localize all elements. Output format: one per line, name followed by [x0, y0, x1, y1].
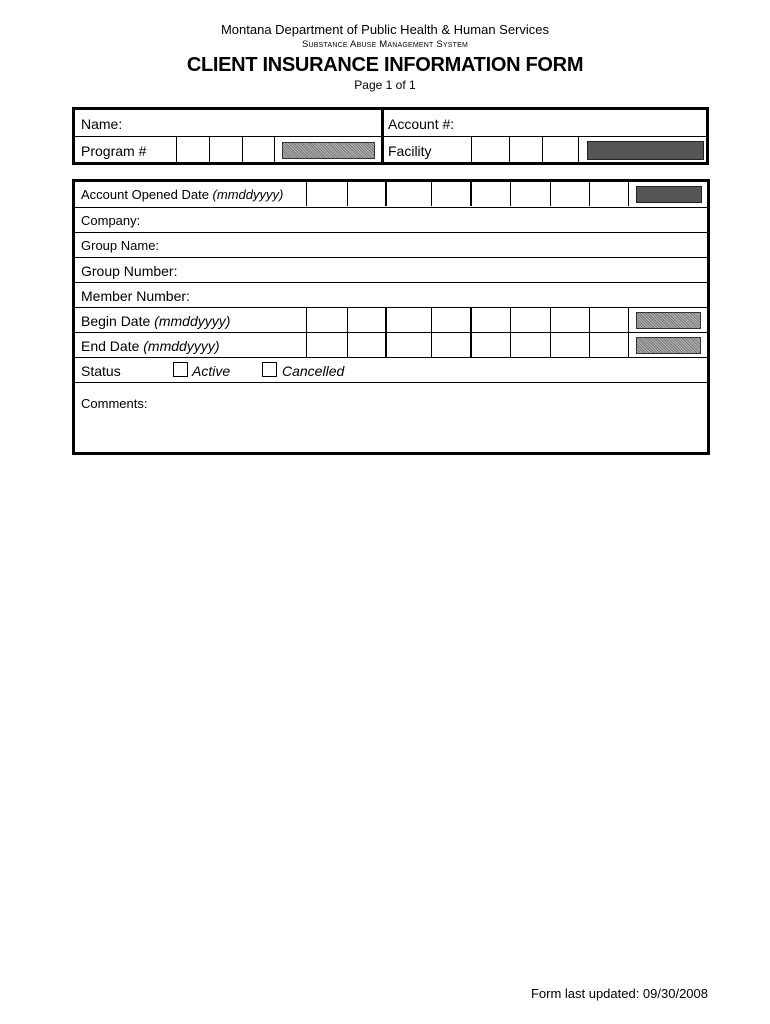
date-digit-cell[interactable] — [628, 332, 629, 357]
date-digit-cell[interactable] — [470, 332, 472, 357]
date-digit-cell[interactable] — [431, 182, 432, 206]
account-opened-shaded-field — [636, 186, 702, 203]
page-number: Page 1 of 1 — [354, 78, 416, 92]
facility-shaded-field — [587, 141, 704, 160]
date-digit-cell[interactable] — [306, 332, 307, 357]
program-digit-cell[interactable] — [274, 137, 275, 162]
date-digit-cell[interactable] — [510, 307, 511, 332]
date-digit-cell[interactable] — [510, 182, 511, 206]
row-divider — [75, 332, 707, 333]
begin-date-text: Begin Date — [81, 313, 151, 329]
agency-name: Montana Department of Public Health & Human Services — [220, 22, 550, 37]
program-label: Program # — [81, 143, 147, 159]
active-option-label — [192, 363, 230, 379]
form-header — [0, 22, 770, 93]
date-digit-cell[interactable] — [306, 182, 307, 206]
date-digit-cell[interactable] — [431, 307, 432, 332]
active-option-text: Active — [192, 363, 231, 379]
date-digit-cell[interactable] — [470, 307, 472, 332]
end-date-format-hint: (mmddyyyy) — [143, 338, 220, 354]
date-digit-cell[interactable] — [550, 182, 551, 206]
row-divider — [75, 307, 707, 308]
row-divider — [75, 136, 706, 137]
date-digit-cell[interactable] — [347, 332, 348, 357]
account-opened-text: Account Opened Date — [81, 187, 209, 202]
date-digit-cell[interactable] — [385, 307, 387, 332]
program-shaded-field — [282, 142, 375, 159]
cancelled-option-text: Cancelled — [282, 363, 345, 379]
company-label: Company: — [81, 213, 141, 228]
program-digit-cell[interactable] — [242, 137, 243, 162]
account-opened-label — [81, 187, 283, 203]
row-divider — [75, 257, 707, 258]
begin-date-shaded-field — [636, 312, 701, 329]
date-digit-cell[interactable] — [306, 307, 307, 332]
cancelled-option-label — [282, 363, 344, 379]
status-label: Status — [81, 363, 121, 379]
facility-digit-cell[interactable] — [542, 137, 543, 162]
account-label: Account #: — [388, 116, 455, 132]
facility-digit-cell[interactable] — [578, 137, 579, 162]
column-divider — [381, 110, 384, 162]
begin-date-format-hint: (mmddyyyy) — [154, 313, 231, 329]
comments-field[interactable] — [75, 383, 707, 452]
date-digit-cell[interactable] — [550, 332, 551, 357]
active-checkbox[interactable] — [173, 362, 188, 377]
end-date-text: End Date — [81, 338, 140, 354]
row-divider — [75, 232, 707, 233]
program-digit-cell[interactable] — [209, 137, 210, 162]
date-digit-cell[interactable] — [628, 182, 629, 206]
insurance-details-box — [72, 179, 710, 455]
program-digit-cell[interactable] — [176, 137, 177, 162]
group-number-label: Group Number: — [81, 263, 178, 279]
date-digit-cell[interactable] — [589, 307, 590, 332]
end-date-label — [81, 338, 220, 354]
begin-date-label — [81, 313, 230, 329]
system-name: Substance Abuse Management System — [301, 39, 469, 50]
facility-digit-cell[interactable] — [509, 137, 510, 162]
form-updated-date: Form last updated: 09/30/2008 — [530, 986, 708, 1001]
group-name-label: Group Name: — [81, 238, 160, 253]
date-digit-cell[interactable] — [589, 182, 590, 206]
client-identification-box — [72, 107, 709, 165]
date-digit-cell[interactable] — [550, 307, 551, 332]
date-digit-cell[interactable] — [385, 332, 387, 357]
date-digit-cell[interactable] — [510, 332, 511, 357]
facility-digit-cell[interactable] — [471, 137, 472, 162]
date-digit-cell[interactable] — [385, 182, 387, 206]
row-divider — [75, 207, 707, 208]
row-divider — [75, 282, 707, 283]
end-date-shaded-field — [636, 337, 701, 354]
date-digit-cell[interactable] — [431, 332, 432, 357]
cancelled-checkbox[interactable] — [262, 362, 277, 377]
date-digit-cell[interactable] — [589, 332, 590, 357]
facility-label: Facility — [388, 143, 432, 159]
date-digit-cell[interactable] — [347, 182, 348, 206]
date-digit-cell[interactable] — [470, 182, 472, 206]
date-digit-cell[interactable] — [347, 307, 348, 332]
name-label: Name: — [81, 116, 123, 132]
comments-label: Comments: — [81, 396, 148, 411]
form-title: CLIENT INSURANCE INFORMATION FORM — [186, 54, 584, 76]
member-number-label: Member Number: — [81, 288, 190, 304]
account-opened-format-hint: (mmddyyyy) — [212, 187, 284, 202]
row-divider — [75, 357, 707, 358]
date-digit-cell[interactable] — [628, 307, 629, 332]
